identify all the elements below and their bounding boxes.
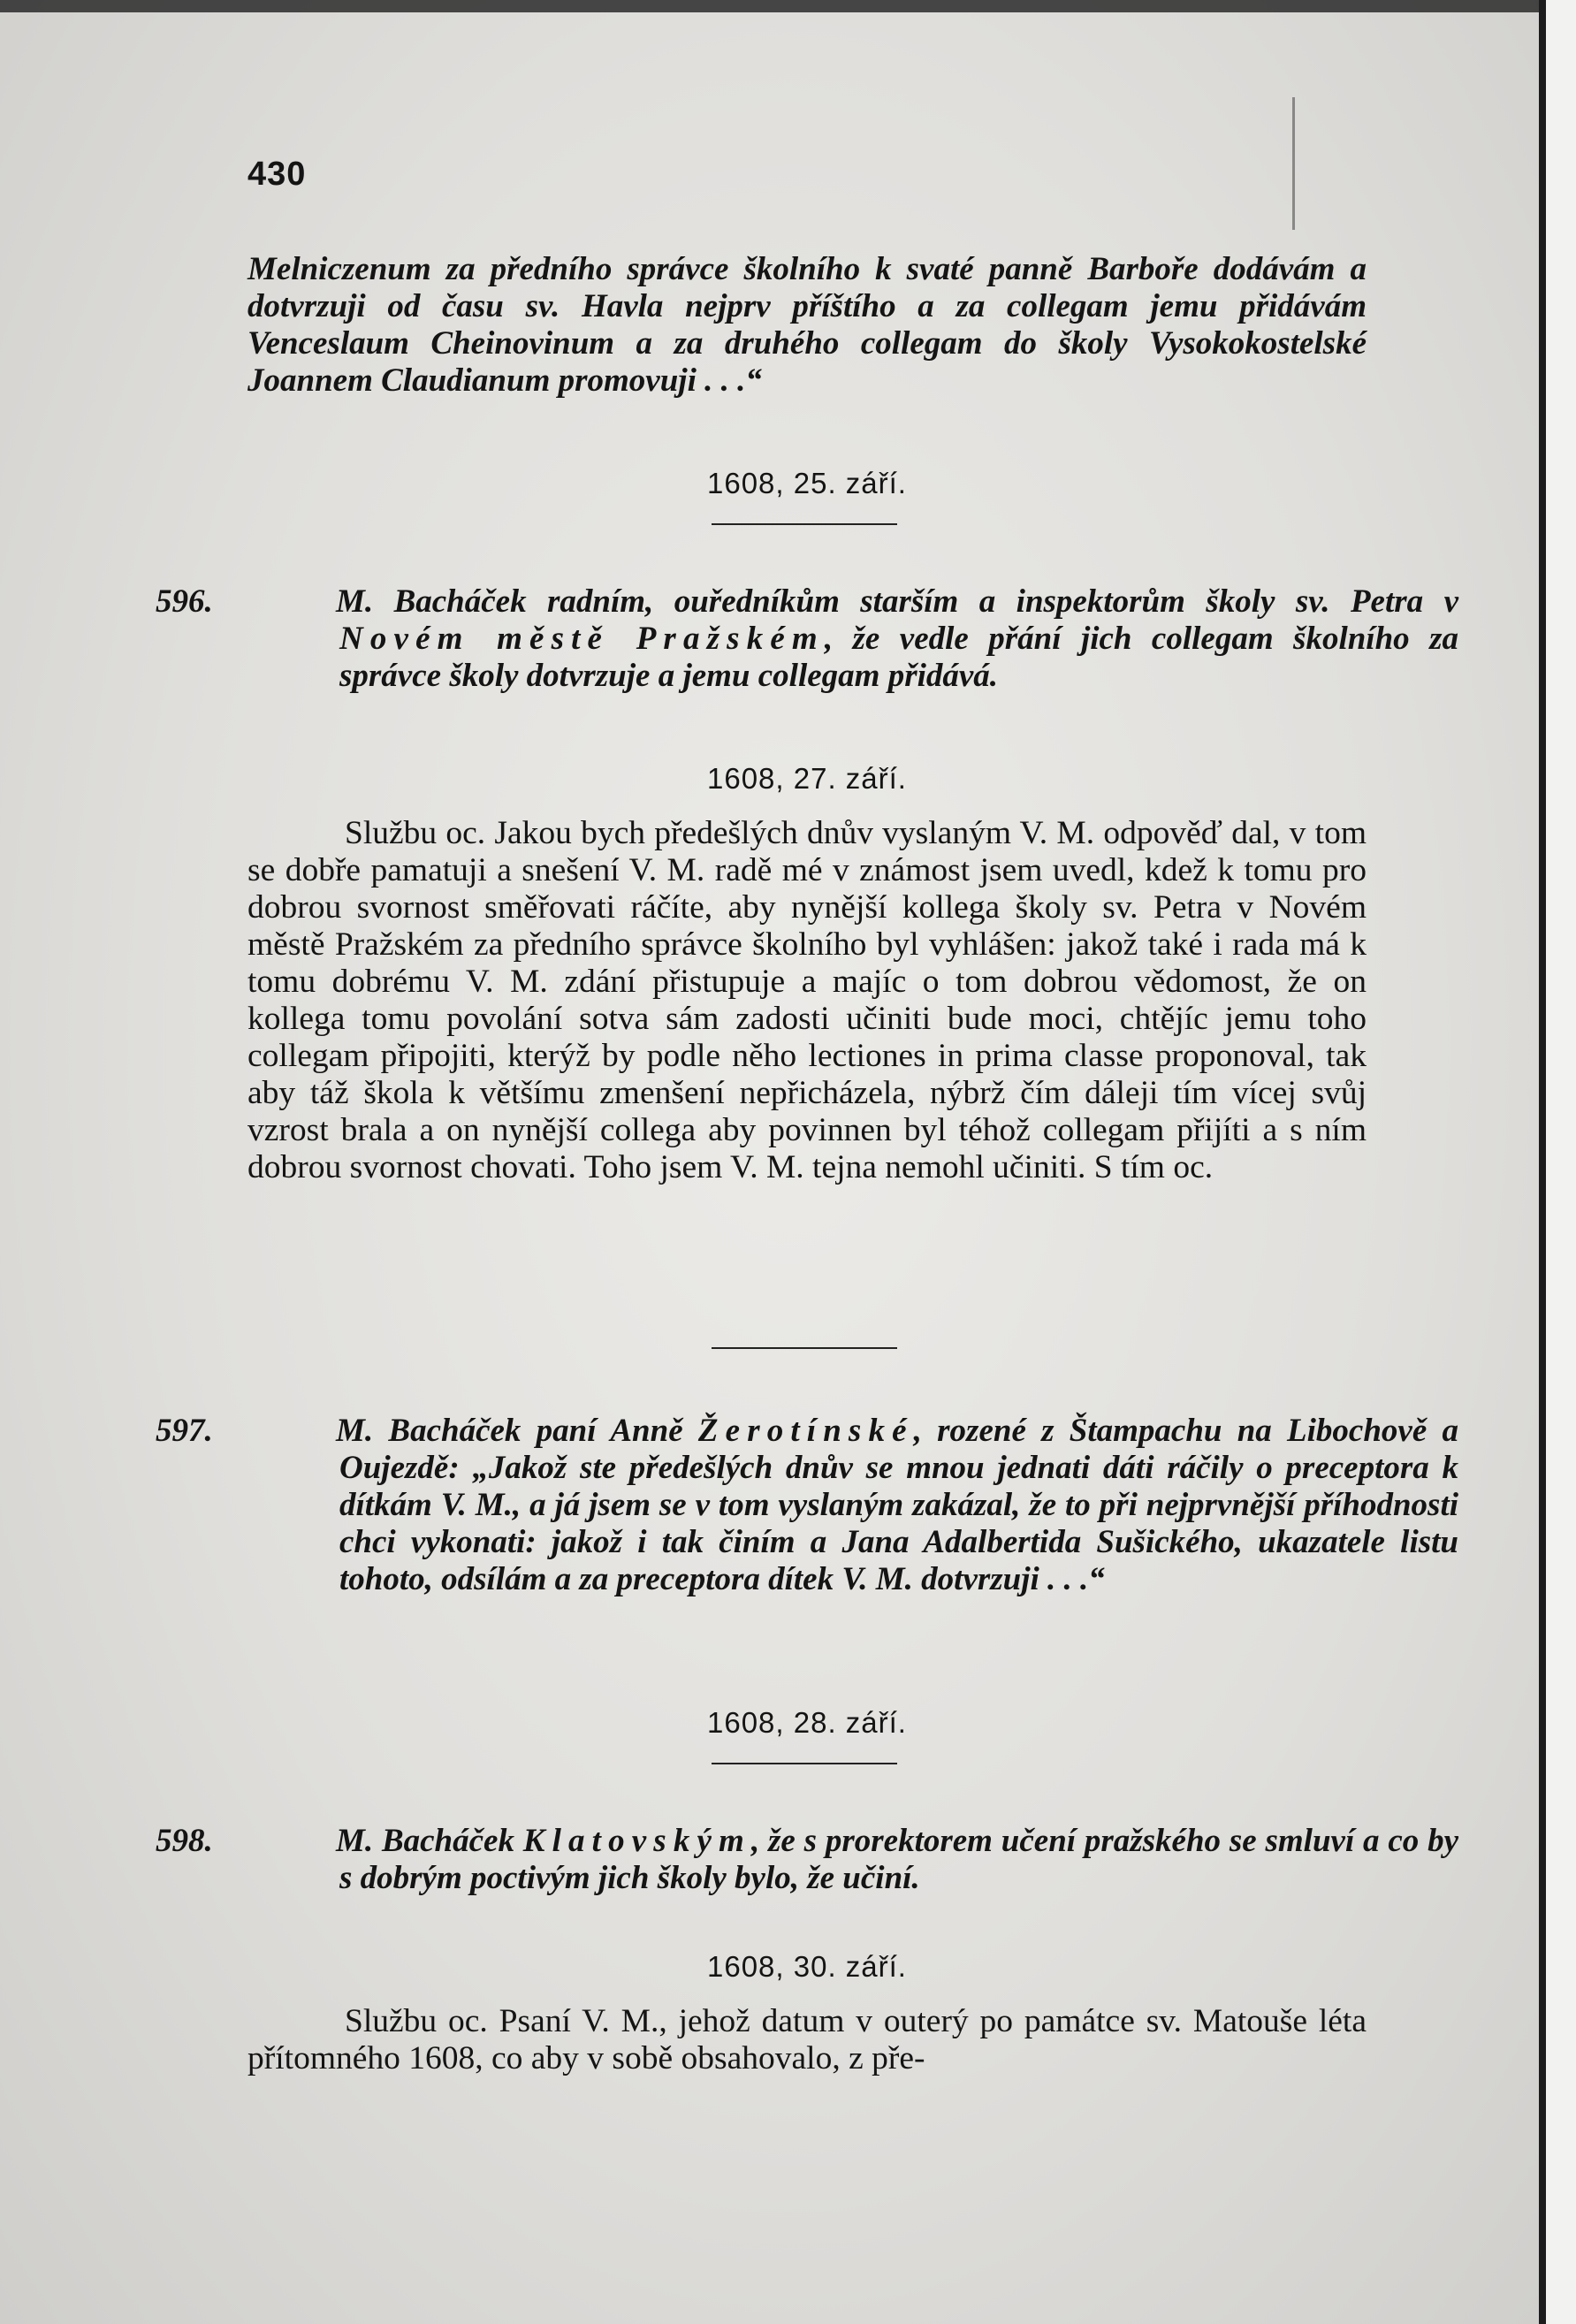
letter-597-heading [156, 1413, 1459, 1598]
letter-597-heading-name: Žerotínské [697, 1413, 914, 1449]
intro-paragraph: Melniczenum za předního správce školního k svaté panně Barboře dodávám a dotvrzuji od času sv. Havla nejprv příštího a za collegam jemu přidávám Venceslaum Cheinovinum a za druhého collegam do školy Vysokokostelské Joannem Claudianum promovuji . . .“ [247, 251, 1367, 399]
scan-top-edge [0, 0, 1576, 12]
letter-598-heading-place: Klatovským [522, 1823, 751, 1859]
scan-right-margin [1546, 0, 1576, 2324]
letter-596-heading-place: Novém městě Pražském [339, 621, 825, 657]
section-divider [712, 1763, 897, 1764]
letter-598-date: 1608, 30. září. [707, 1950, 907, 1983]
letter-596-heading-start: M. Bacháček radním, ouředníkům starším a inspektorům školy sv. Petra v [336, 583, 1458, 620]
letter-596-heading-end: , že vedle přání jich collegam školního za správce školy dotvrzuje a jemu collegam přidává. [339, 621, 1458, 694]
letter-596-number: 596. [156, 583, 213, 620]
section-divider [712, 1347, 897, 1349]
letter-598-heading-end: , že s prorektorem učení pražského se smluví a co by s dobrým poctivým jich školy bylo, že učiní. [339, 1823, 1458, 1896]
letter-597-heading-end: , rozené z Štampachu na Libochově a Oujezdě: „Jakož ste předešlých dnův se mnou jednati dáti ráčily o preceptora k dítkám V. M., a já jsem se v tom vyslaným zakázal, že to při nejprvnější příhodnosti chci vykonati: jakož i tak činím a Jana Adalbertida Sušického, ukazatele listu tohoto, odsílám a za preceptora dítek V. M. dotvrzuji . . .“ [339, 1413, 1459, 1597]
letter-596-date: 1608, 27. září. [707, 762, 907, 795]
section-divider [712, 523, 897, 525]
binding-edge-rule [1539, 0, 1546, 2324]
letter-597-date: 1608, 28. září. [707, 1706, 907, 1739]
scan-artifact-mark [1292, 97, 1295, 230]
letter-598-heading [156, 1823, 1458, 1897]
letter-597-number: 597. [156, 1413, 213, 1449]
letter-598-body: Službu oc. Psaní V. M., jehož datum v outerý po památce sv. Matouše léta přítomného 1608, co aby v sobě obsahovalo, z pře- [247, 2003, 1367, 2076]
letter-598-heading-start: M. Bacháček [336, 1823, 523, 1859]
page-number: 430 [247, 156, 307, 193]
letter-597-heading-start: M. Bacháček paní Anně [336, 1413, 698, 1449]
letter-596-heading [156, 583, 1458, 695]
letter-596-body: Službu oc. Jakou bych předešlých dnův vyslaným V. M. odpověď dal, v tom se dobře pamatuji a snešení V. M. radě mé v známost jsem uvedl, kdež k tomu pro dobrou svornost směřovati ráčíte, aby nynější kollega školy sv. Petra v Novém městě Pražském za předního správce školního byl vyhlášen: jakož také i rada má k tomu dobrému V. M. zdání přistupuje a majíc o tom dobrou vědomost, že on kollega tomu povolání sotva sám zadosti učiniti bude moci, chtějíc jemu toho collegam připojiti, kterýž by podle něho lectiones in prima classe proponoval, tak aby táž škola k většímu zmenšení nepřicházela, nýbrž čím dáleji tím vícej svůj vzrost brala a on nynější collega aby povinnen byl téhož collegam přijíti a s ním dobrou svornost chovati. Toho jsem V. M. tejna nemohl učiniti. S tím oc. [247, 815, 1367, 1185]
intro-date: 1608, 25. září. [707, 467, 907, 499]
letter-598-number: 598. [156, 1823, 213, 1859]
